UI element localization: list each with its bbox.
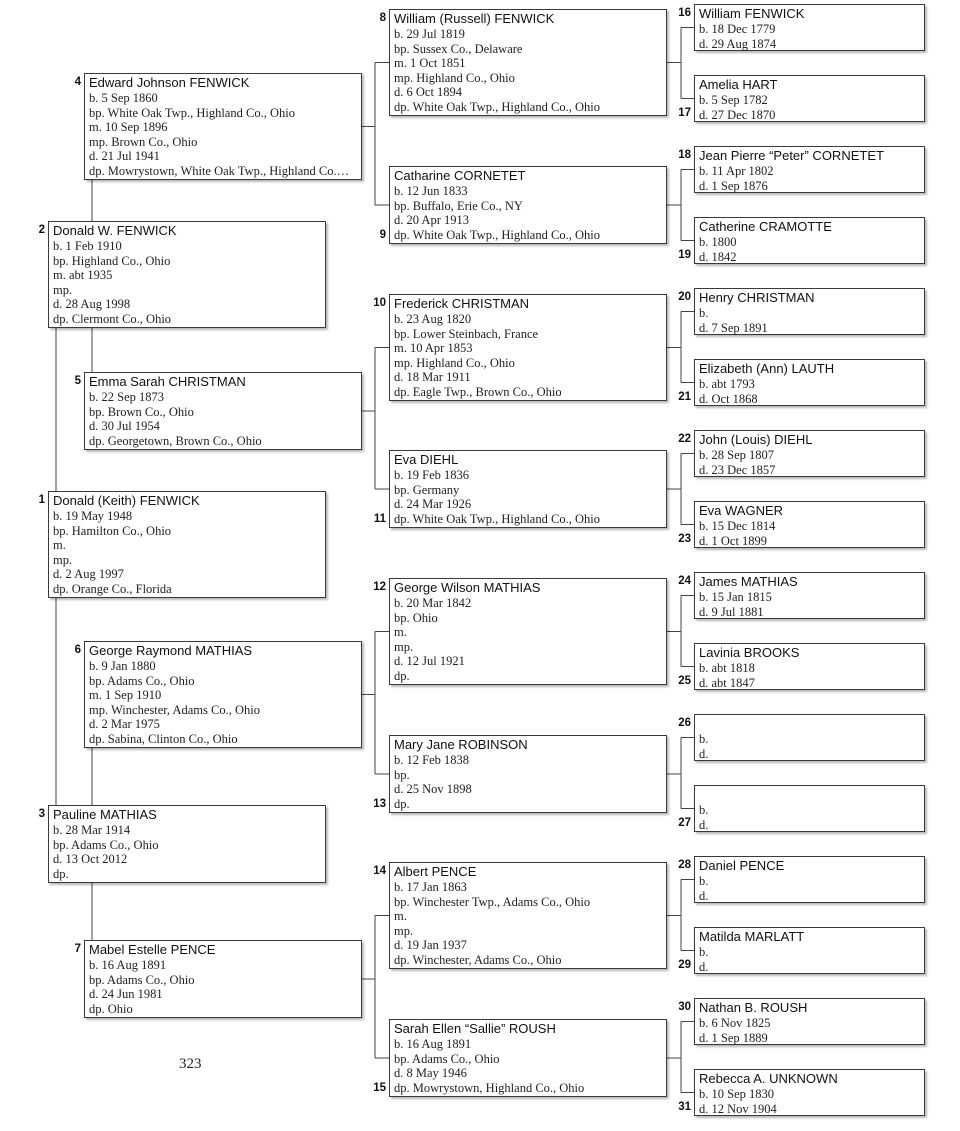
person-detail: mp. Highland Co., Ohio (394, 70, 515, 85)
person-detail: b. (699, 306, 709, 320)
person-box-18 (694, 146, 925, 193)
person-detail: b. 18 Dec 1779 (699, 22, 776, 36)
person-detail: m. (394, 909, 407, 924)
person-name: William (Russell) FENWICK (394, 11, 555, 26)
person-box-28 (694, 856, 925, 903)
person-name (697, 715, 920, 732)
person-detail: b. 23 Aug 1820 (394, 312, 472, 326)
person-detail: b. 5 Sep 1860 (89, 91, 158, 105)
person-name: Jean Pierre “Peter” CORNETET (699, 148, 884, 163)
person-detail: d. 1 Sep 1876 (699, 178, 768, 193)
person-name: Catharine CORNETET (394, 168, 526, 183)
person-detail: d. (699, 817, 709, 832)
person-detail: b. 19 May 1948 (53, 509, 133, 523)
person-detail: m. (394, 625, 407, 640)
person-name: Henry CHRISTMAN (699, 290, 815, 305)
person-number: 30 (678, 1001, 691, 1013)
person-detail: bp. (394, 767, 410, 782)
person-name: Catherine CRAMOTTE (699, 219, 832, 234)
person-box-13 (389, 735, 667, 813)
person-number: 8 (379, 12, 386, 24)
person-box-8 (389, 9, 667, 116)
person-detail: d. 27 Dec 1870 (699, 107, 776, 122)
person-detail: dp. Mowrystown, Highland Co., Ohio (394, 1080, 585, 1095)
person-detail: bp. Buffalo, Erie Co., NY (394, 198, 523, 213)
person-number: 23 (678, 533, 691, 545)
person-box-6 (84, 641, 362, 748)
person-detail: dp. Sabina, Clinton Co., Ohio (89, 731, 238, 746)
person-box-25 (694, 643, 925, 690)
person-number: 4 (74, 76, 81, 88)
person-detail: b. 19 Feb 1836 (394, 468, 469, 482)
person-detail: d. 1842 (699, 249, 737, 264)
person-name: Amelia HART (699, 77, 778, 92)
person-detail: d. 29 Aug 1874 (699, 36, 777, 51)
person-detail: d. 19 Jan 1937 (394, 938, 467, 953)
person-name: George Wilson MATHIAS (394, 580, 541, 595)
person-number: 26 (678, 717, 691, 729)
person-number: 17 (678, 107, 691, 119)
person-name: Matilda MARLATT (699, 929, 805, 944)
person-detail: mp. Winchester, Adams Co., Ohio (89, 702, 260, 717)
person-detail: dp. (53, 866, 69, 881)
person-box-5 (84, 372, 362, 450)
person-name: Emma Sarah CHRISTMAN (89, 374, 246, 389)
person-box-23 (694, 501, 925, 548)
person-detail: b. 28 Sep 1807 (699, 448, 774, 462)
person-number: 14 (373, 865, 386, 877)
person-name: Albert PENCE (394, 864, 477, 879)
person-box-24 (694, 572, 925, 619)
person-detail: dp. White Oak Twp., Highland Co., Ohio (394, 511, 600, 526)
person-detail: b. 16 Aug 1891 (89, 958, 167, 972)
person-detail: bp. Adams Co., Ohio (394, 1051, 500, 1066)
person-name (697, 786, 920, 803)
person-detail: d. Oct 1868 (699, 391, 758, 406)
person-box-10 (389, 294, 667, 401)
person-box-21 (694, 359, 925, 406)
person-number: 16 (678, 7, 691, 19)
person-number: 12 (373, 581, 386, 593)
person-detail: b. 29 Jul 1819 (394, 27, 465, 41)
person-detail: b. 6 Nov 1825 (699, 1016, 771, 1030)
person-box-30 (694, 998, 925, 1045)
person-detail: bp. Hamilton Co., Ohio (53, 523, 172, 538)
person-detail: dp. Orange Co., Florida (53, 581, 172, 596)
person-number: 6 (74, 644, 81, 656)
person-detail: b. 9 Jan 1880 (89, 659, 156, 673)
person-detail: m. 1 Sep 1910 (89, 688, 162, 703)
person-detail: b. 15 Jan 1815 (699, 590, 772, 604)
person-detail: bp. Lower Steinbach, France (394, 326, 539, 341)
person-box-3 (48, 805, 326, 883)
person-number: 21 (678, 391, 691, 403)
person-name: Rebecca A. UNKNOWN (699, 1071, 838, 1086)
person-detail: d. 25 Nov 1898 (394, 782, 472, 797)
person-detail: bp. Sussex Co., Delaware (394, 41, 523, 56)
person-detail: dp. Georgetown, Brown Co., Ohio (89, 433, 262, 448)
person-name: William FENWICK (699, 6, 805, 21)
person-detail: m. 10 Sep 1896 (89, 120, 168, 135)
person-detail: m. 10 Apr 1853 (394, 341, 473, 356)
person-detail: d. 13 Oct 2012 (53, 852, 128, 867)
person-box-17 (694, 75, 925, 122)
person-number: 18 (678, 149, 691, 161)
person-detail: bp. Highland Co., Ohio (53, 253, 171, 268)
person-detail: d. 6 Oct 1894 (394, 85, 463, 100)
person-box-27 (694, 785, 925, 832)
person-detail: d. (699, 959, 709, 974)
person-detail: b. (699, 945, 709, 959)
person-detail: b. 22 Sep 1873 (89, 390, 164, 404)
person-detail: b. 20 Mar 1842 (394, 596, 472, 610)
person-detail: bp. White Oak Twp., Highland Co., Ohio (89, 105, 295, 120)
person-number: 31 (678, 1101, 691, 1113)
person-box-22 (694, 430, 925, 477)
person-name: Donald W. FENWICK (53, 223, 177, 238)
person-name: Sarah Ellen “Sallie” ROUSH (394, 1021, 556, 1036)
person-detail: b. (699, 874, 709, 888)
person-number: 3 (38, 808, 45, 820)
person-name: Nathan B. ROUSH (699, 1000, 808, 1015)
person-detail: dp. (394, 668, 410, 683)
person-box-26 (694, 714, 925, 761)
person-box-15 (389, 1019, 667, 1097)
person-box-9 (389, 166, 667, 244)
person-detail: dp. White Oak Twp., Highland Co., Ohio (394, 99, 600, 114)
person-number: 15 (373, 1082, 386, 1094)
person-detail: d. (699, 746, 709, 761)
person-box-14 (389, 862, 667, 969)
person-detail: b. (699, 803, 709, 817)
person-number: 10 (373, 297, 386, 309)
person-number: 24 (678, 575, 691, 587)
person-detail: d. 24 Mar 1926 (394, 497, 472, 512)
person-detail: dp. Ohio (89, 1001, 133, 1016)
person-detail: d. 2 Mar 1975 (89, 717, 160, 732)
person-detail: d. 2 Aug 1997 (53, 567, 124, 582)
person-detail: bp. Winchester Twp., Adams Co., Ohio (394, 894, 591, 909)
person-detail: d. 23 Dec 1857 (699, 462, 776, 477)
person-name: Mary Jane ROBINSON (394, 737, 528, 752)
person-detail: b. 1 Feb 1910 (53, 239, 122, 253)
person-detail: bp. Ohio (394, 610, 438, 625)
person-box-2 (48, 221, 326, 328)
person-detail: m. 1 Oct 1851 (394, 56, 466, 71)
person-detail: b. abt 1818 (699, 661, 755, 675)
person-detail: b. abt 1793 (699, 377, 755, 391)
person-detail: b. 5 Sep 1782 (699, 93, 768, 107)
person-detail: d. 20 Apr 1913 (394, 213, 469, 228)
person-number: 19 (678, 249, 691, 261)
person-number: 20 (678, 291, 691, 303)
person-detail: d. 8 May 1946 (394, 1066, 467, 1081)
person-detail: d. 24 Jun 1981 (89, 987, 163, 1002)
person-number: 7 (74, 943, 81, 955)
person-detail: b. 15 Dec 1814 (699, 519, 776, 533)
person-detail: mp. (394, 639, 414, 654)
person-detail: dp. (394, 796, 410, 811)
person-name: James MATHIAS (699, 574, 798, 589)
person-box-12 (389, 578, 667, 685)
person-detail: mp. (53, 552, 73, 567)
person-detail: bp. Adams Co., Ohio (89, 673, 195, 688)
person-number: 9 (379, 229, 386, 241)
person-box-29 (694, 927, 925, 974)
person-box-31 (694, 1069, 925, 1116)
person-detail: b. 12 Feb 1838 (394, 753, 469, 767)
person-detail: bp. Adams Co., Ohio (89, 972, 195, 987)
person-number: 25 (678, 675, 691, 687)
person-detail: dp. White Oak Twp., Highland Co., Ohio (394, 227, 600, 242)
person-detail: bp. Adams Co., Ohio (53, 837, 159, 852)
person-detail: d. (699, 888, 709, 903)
person-detail: m. abt 1935 (53, 268, 113, 283)
person-detail: d. 9 Jul 1881 (699, 604, 764, 619)
person-name: Pauline MATHIAS (53, 807, 157, 822)
person-box-11 (389, 450, 667, 528)
person-detail: d. 7 Sep 1891 (699, 320, 768, 335)
person-detail: dp. Mowrystown, White Oak Twp., Highland Co.… (89, 163, 350, 178)
person-detail: b. 1800 (699, 235, 737, 249)
person-detail: d. abt 1847 (699, 675, 755, 690)
person-box-1 (48, 491, 326, 598)
person-detail: dp. Eagle Twp., Brown Co., Ohio (394, 384, 562, 399)
person-detail: d. 12 Jul 1921 (394, 654, 465, 669)
person-detail: d. 12 Nov 1904 (699, 1101, 777, 1116)
person-detail: m. (53, 538, 66, 553)
person-name: Lavinia BROOKS (699, 645, 800, 660)
person-detail: b. 16 Aug 1891 (394, 1037, 472, 1051)
person-box-7 (84, 940, 362, 1018)
page-number: 323 (179, 1056, 202, 1072)
person-name: Eva WAGNER (699, 503, 784, 518)
person-box-16 (694, 4, 925, 51)
person-box-19 (694, 217, 925, 264)
person-detail: b. 17 Jan 1863 (394, 880, 467, 894)
person-detail: d. 30 Jul 1954 (89, 419, 160, 434)
person-number: 29 (678, 959, 691, 971)
person-detail: d. 18 Mar 1911 (394, 370, 471, 385)
person-number: 22 (678, 433, 691, 445)
person-number: 1 (38, 494, 45, 506)
person-name: John (Louis) DIEHL (699, 432, 813, 447)
person-detail: b. 11 Apr 1802 (699, 164, 774, 178)
person-name: Eva DIEHL (394, 452, 459, 467)
person-number: 11 (373, 513, 386, 525)
person-detail: dp. Clermont Co., Ohio (53, 311, 172, 326)
person-detail: b. (699, 732, 709, 746)
person-detail: d. 1 Oct 1899 (699, 533, 768, 548)
person-detail: bp. Germany (394, 482, 460, 497)
person-detail: dp. Winchester, Adams Co., Ohio (394, 952, 562, 967)
person-name: Mabel Estelle PENCE (89, 942, 216, 957)
person-name: Edward Johnson FENWICK (89, 75, 250, 90)
person-name: Daniel PENCE (699, 858, 785, 873)
person-number: 13 (373, 798, 386, 810)
person-box-4 (84, 73, 362, 180)
person-name: Frederick CHRISTMAN (394, 296, 530, 311)
person-detail: mp. (53, 282, 73, 297)
person-number: 28 (678, 859, 691, 871)
person-detail: d. 28 Aug 1998 (53, 297, 131, 312)
person-number: 2 (38, 224, 45, 236)
person-detail: mp. Brown Co., Ohio (89, 134, 198, 149)
person-detail: b. 12 Jun 1833 (394, 184, 468, 198)
person-box-20 (694, 288, 925, 335)
person-name: Elizabeth (Ann) LAUTH (699, 361, 835, 376)
person-detail: d. 21 Jul 1941 (89, 149, 160, 164)
person-detail: bp. Brown Co., Ohio (89, 404, 194, 419)
person-detail: b. 28 Mar 1914 (53, 823, 131, 837)
person-detail: mp. Highland Co., Ohio (394, 355, 515, 370)
person-detail: mp. (394, 923, 414, 938)
person-number: 5 (74, 375, 81, 387)
person-detail: b. 10 Sep 1830 (699, 1087, 774, 1101)
person-number: 27 (678, 817, 691, 829)
person-detail: d. 1 Sep 1889 (699, 1030, 768, 1045)
person-name: Donald (Keith) FENWICK (53, 493, 200, 508)
person-name: George Raymond MATHIAS (89, 643, 253, 658)
